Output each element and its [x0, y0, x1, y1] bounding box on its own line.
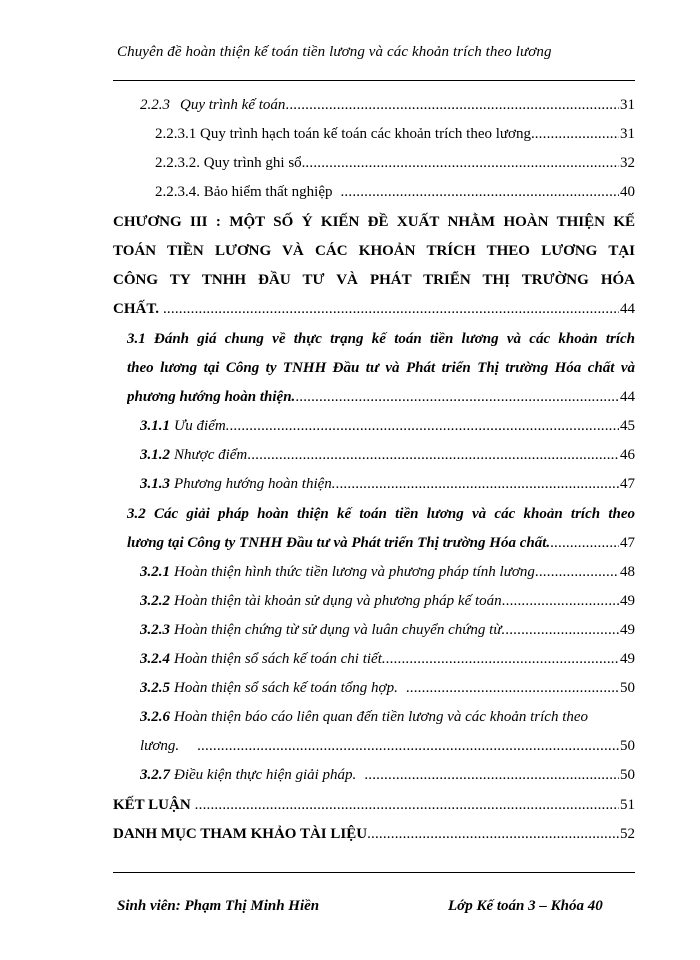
- toc-entry-label: KẾT LUẬN: [113, 797, 191, 813]
- toc-entry-label: Hoàn thiện sổ sách kế toán tổng hợp.: [174, 680, 398, 696]
- toc-entry-label: 2.2.3.1 Quy trình hạch toán kế toán các khoản trích theo lương.: [155, 126, 535, 142]
- toc-entry-number: 3.2.4: [140, 651, 170, 667]
- toc-leader: [247, 444, 619, 466]
- footer-student-name: Sinh viên: Phạm Thị Minh Hiền: [117, 898, 320, 914]
- toc-page-number: 45: [620, 418, 635, 434]
- toc-entry-3-2-6-line-2[interactable]: [140, 735, 635, 757]
- toc-entry-label: lương.: [140, 738, 180, 754]
- page-header-title: Chuyên đề hoàn thiện kế toán tiền lương và các khoản trích theo lương: [117, 44, 552, 60]
- toc-leader: [336, 473, 619, 495]
- toc-entry-3-2-2[interactable]: [140, 590, 635, 612]
- footer-rule: [113, 872, 635, 873]
- toc-entry-3-2-5[interactable]: [140, 677, 635, 699]
- toc-entry-label: Hoàn thiện báo cáo liên quan đến tiền lương và các khoản trích theo: [174, 709, 589, 725]
- toc-page-number: 47: [620, 476, 635, 492]
- toc-page-number: 44: [620, 389, 635, 405]
- toc-entry-label: Quy trình kế toán: [180, 97, 286, 113]
- toc-page-number: 31: [620, 126, 635, 142]
- toc-leader: [550, 532, 619, 554]
- toc-entry-label: Điều kiện thực hiện giải pháp.: [174, 767, 357, 783]
- toc-page-number: 49: [620, 622, 635, 638]
- toc-entry-label: phương hướng hoàn thiện.: [127, 389, 296, 405]
- toc-entry-3-1-3[interactable]: [140, 473, 635, 495]
- toc-entry-label: Hoàn thiện hình thức tiền lương và phương pháp tính lương: [174, 564, 535, 580]
- toc-chapter-3-line-4[interactable]: [113, 298, 635, 320]
- toc-leader: [305, 152, 619, 174]
- toc-entry-2-2-3-4[interactable]: [155, 181, 635, 203]
- toc-leader: [229, 415, 619, 437]
- toc-entry-number: 3.2.1: [140, 564, 170, 580]
- toc-leader: [502, 590, 619, 612]
- toc-entry-label: Nhược điểm: [174, 447, 248, 463]
- toc-leader: [367, 823, 619, 845]
- toc-page-number: 31: [620, 97, 635, 113]
- header-rule: [113, 80, 635, 81]
- toc-leader: [295, 386, 619, 408]
- toc-page-number: 50: [620, 738, 635, 754]
- toc-leader: [195, 794, 619, 816]
- toc-leader: [197, 735, 619, 757]
- toc-page-number: 50: [620, 767, 635, 783]
- toc-entry-label: Hoàn thiện sổ sách kế toán chi tiết.: [174, 651, 386, 667]
- toc-leader: [535, 561, 619, 583]
- toc-leader: [406, 677, 619, 699]
- toc-section-3-2-line-2[interactable]: [127, 532, 635, 554]
- toc-entry-label: 2.2.3.4. Bảo hiểm thất nghiệp: [155, 184, 333, 200]
- toc-page-number: 47: [620, 535, 635, 551]
- toc-page-number: 49: [620, 651, 635, 667]
- toc-entry-3-2-7[interactable]: [140, 764, 635, 786]
- toc-entry-label: Hoàn thiện tài khoản sử dụng và phương pháp kế toán: [174, 593, 502, 609]
- toc-leader: [285, 94, 619, 116]
- toc-entry-number: 3.2.5: [140, 680, 170, 696]
- toc-leader: [163, 298, 619, 320]
- toc-chapter-3-line-2[interactable]: TOÁN TIỀN LƯƠNG VÀ CÁC KHOẢN TRÍCH THEO LƯƠNG TẠI: [113, 243, 635, 259]
- toc-section-3-1-line-1[interactable]: 3.1 Đánh giá chung về thực trạng kế toán tiền lương và các khoản trích: [127, 331, 635, 347]
- toc-entry-2-2-3-2[interactable]: [155, 152, 635, 174]
- toc-entry-label: Phương hướng hoàn thiện.: [174, 476, 336, 492]
- toc-page-number: 50: [620, 680, 635, 696]
- toc-page-number: 51: [620, 797, 635, 813]
- toc-entry-number: 3.2.2: [140, 593, 170, 609]
- toc-entry-2-2-3[interactable]: [140, 94, 635, 116]
- toc-page-number: 44: [620, 301, 635, 317]
- toc-leader: [386, 648, 619, 670]
- toc-page-number: 46: [620, 447, 635, 463]
- toc-entry-label: lương tại Công ty TNHH Đầu tư và Phát triển Thị trường Hóa chất.: [127, 535, 551, 551]
- toc-entry-ket-luan[interactable]: [113, 794, 635, 816]
- toc-entry-3-1-1[interactable]: [140, 415, 635, 437]
- toc-leader: [535, 123, 619, 145]
- toc-entry-3-1-2[interactable]: [140, 444, 635, 466]
- toc-entry-number: 3.2.3: [140, 622, 170, 638]
- toc-page-number: 40: [620, 184, 635, 200]
- toc-entry-3-2-4[interactable]: [140, 648, 635, 670]
- toc-entry-label: CHẤT.: [113, 301, 159, 317]
- toc-entry-3-2-6-line-1[interactable]: [140, 706, 635, 728]
- toc-leader: [364, 764, 619, 786]
- toc-section-3-1-line-3[interactable]: [127, 386, 635, 408]
- toc-chapter-3-line-3[interactable]: CÔNG TY TNHH ĐẦU TƯ VÀ PHÁT TRIỂN THỊ TRƯỜNG HÓA: [113, 272, 635, 288]
- toc-entry-2-2-3-1[interactable]: [155, 123, 635, 145]
- toc-entry-number: 3.2.7: [140, 767, 170, 783]
- toc-entry-3-2-3[interactable]: [140, 619, 635, 641]
- toc-entry-number: 3.1.3: [140, 476, 170, 492]
- toc-entry-number: 3.2.6: [140, 709, 170, 725]
- toc-page-number: 49: [620, 593, 635, 609]
- toc-page-number: 32: [620, 155, 635, 171]
- footer-class-info: Lớp Kế toán 3 – Khóa 40: [448, 898, 603, 914]
- toc-entry-label: Hoàn thiện chứng từ sử dụng và luân chuyển chứng từ.: [174, 622, 506, 638]
- toc-section-3-1-line-2[interactable]: theo lương tại Công ty TNHH Đầu tư và Phát triển Thị trường Hóa chất và: [127, 360, 635, 376]
- toc-page-number: 48: [620, 564, 635, 580]
- toc-leader: [505, 619, 619, 641]
- toc-leader: [340, 181, 619, 203]
- toc-entry-label: Ưu điểm.: [174, 418, 230, 434]
- toc-entry-number: 2.2.3: [140, 97, 170, 113]
- toc-entry-3-2-1[interactable]: [140, 561, 635, 583]
- toc-entry-number: 3.1.1: [140, 418, 170, 434]
- toc-entry-danh-muc[interactable]: [113, 823, 635, 845]
- toc-page-number: 52: [620, 826, 635, 842]
- toc-entry-number: 3.1.2: [140, 447, 170, 463]
- toc-entry-label: 2.2.3.2. Quy trình ghi sổ.: [155, 155, 306, 171]
- toc-section-3-2-line-1[interactable]: 3.2 Các giải pháp hoàn thiện kế toán tiền lương và các khoản trích theo: [127, 506, 635, 522]
- toc-entry-label: DANH MỤC THAM KHẢO TÀI LIỆU: [113, 826, 368, 842]
- toc-chapter-3-line-1[interactable]: CHƯƠNG III : MỘT SỐ Ý KIẾN ĐỀ XUẤT NHẰM HOÀN THIỆN KẾ: [113, 214, 635, 230]
